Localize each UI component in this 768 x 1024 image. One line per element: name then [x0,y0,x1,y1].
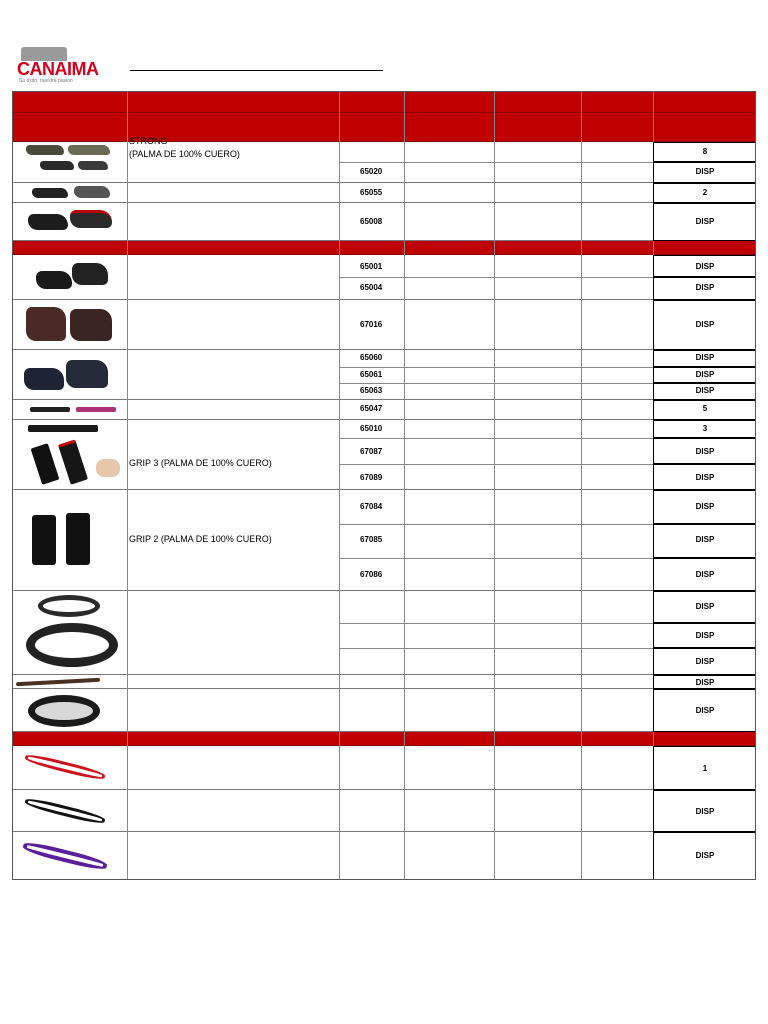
stock-value: 8 [702,147,708,156]
table-row [12,790,756,832]
table-row [12,420,756,490]
description-line: (PALMA DE 100% CUERO) [129,149,240,159]
stock-value: DISP [695,320,715,329]
stock-value: 1 [702,764,708,773]
price-list-table [12,91,756,880]
column-divider [581,91,582,880]
stock-value: DISP [695,283,715,292]
product-code: 67085 [360,535,383,544]
stock-value: DISP [695,570,715,579]
product-code: 65001 [360,262,383,271]
glove-icon [30,259,120,295]
glove-icon [22,354,122,398]
stock-value: DISP [695,262,715,271]
resistance-band-icon [22,750,112,788]
stock-value: DISP [695,706,715,715]
column-divider [127,91,128,880]
stock-value: 5 [702,404,708,413]
sub-row-line [339,558,654,559]
product-code: 67087 [360,447,383,456]
glove-icon [32,503,112,569]
table-header-row [12,91,756,113]
table-row [12,490,756,591]
product-description-strong [129,135,240,161]
product-code: 67084 [360,502,383,511]
stock-value: DISP [695,386,715,395]
lifting-belt-icon [24,593,120,673]
table-row [12,183,756,203]
product-code: 65020 [360,167,383,176]
table-row [12,300,756,350]
stock-value: DISP [695,535,715,544]
sub-row-line [339,623,654,624]
glove-icon [22,143,122,181]
stock-value: DISP [695,473,715,482]
stock-value: DISP [695,631,715,640]
column-divider [404,91,405,880]
stock-value: DISP [695,807,715,816]
stock-value: 3 [702,424,708,433]
wrist-strap-icon [26,423,122,487]
glove-icon [26,206,122,238]
lifting-belt-icon [16,676,102,688]
sub-row-line [339,464,654,465]
stock-value: 2 [702,188,708,197]
section-divider [12,732,756,746]
stock-value: DISP [695,851,715,860]
lifting-belt-icon [26,693,114,729]
resistance-band-icon [20,836,112,876]
table-row [12,832,756,880]
stock-value: DISP [695,167,715,176]
column-divider [339,91,340,880]
table-subheader-row [12,113,756,142]
product-code: 65004 [360,283,383,292]
stock-value: DISP [695,657,715,666]
stock-value: DISP [695,502,715,511]
sub-row-line [339,383,654,384]
table-row [12,350,756,400]
table-row [12,400,756,420]
stock-value: DISP [695,217,715,226]
table-row [12,203,756,241]
glove-icon [24,303,120,347]
sub-row-line [339,648,654,649]
table-row [12,675,756,689]
product-description-grip3: GRIP 3 (PALMA DE 100% CUERO) [129,458,272,468]
product-code: 67089 [360,473,383,482]
stock-value: DISP [695,447,715,456]
column-divider [494,91,495,880]
stock-value: DISP [695,353,715,362]
sub-row-line [339,438,654,439]
stock-value: DISP [695,678,715,687]
product-code: 65047 [360,404,383,413]
header-underline [130,70,383,71]
sub-row-line [339,162,654,163]
resistance-band-icon [22,794,112,830]
brand-logo [17,47,109,83]
product-code: 65060 [360,353,383,362]
product-code: 65063 [360,386,383,395]
product-code: 65055 [360,188,383,197]
wrist-strap-icon [26,401,122,419]
sub-row-line [339,277,654,278]
description-line: STRONG [129,136,168,146]
table-row [12,591,756,675]
product-code: 67016 [360,320,383,329]
table-row [12,689,756,732]
section-divider [12,241,756,255]
table-row [12,746,756,790]
product-code: 65061 [360,370,383,379]
product-code: 67086 [360,570,383,579]
sub-row-line [339,367,654,368]
glove-icon [32,184,122,202]
sub-row-line [339,524,654,525]
stock-value: DISP [695,602,715,611]
product-code: 65008 [360,217,383,226]
product-code: 65010 [360,424,383,433]
stock-value: DISP [695,370,715,379]
brand-tagline: Su éxito, nuestra pasión [19,78,73,84]
product-description-grip2: GRIP 2 (PALMA DE 100% CUERO) [129,534,272,544]
brand-name: CANAIMA [17,59,99,79]
